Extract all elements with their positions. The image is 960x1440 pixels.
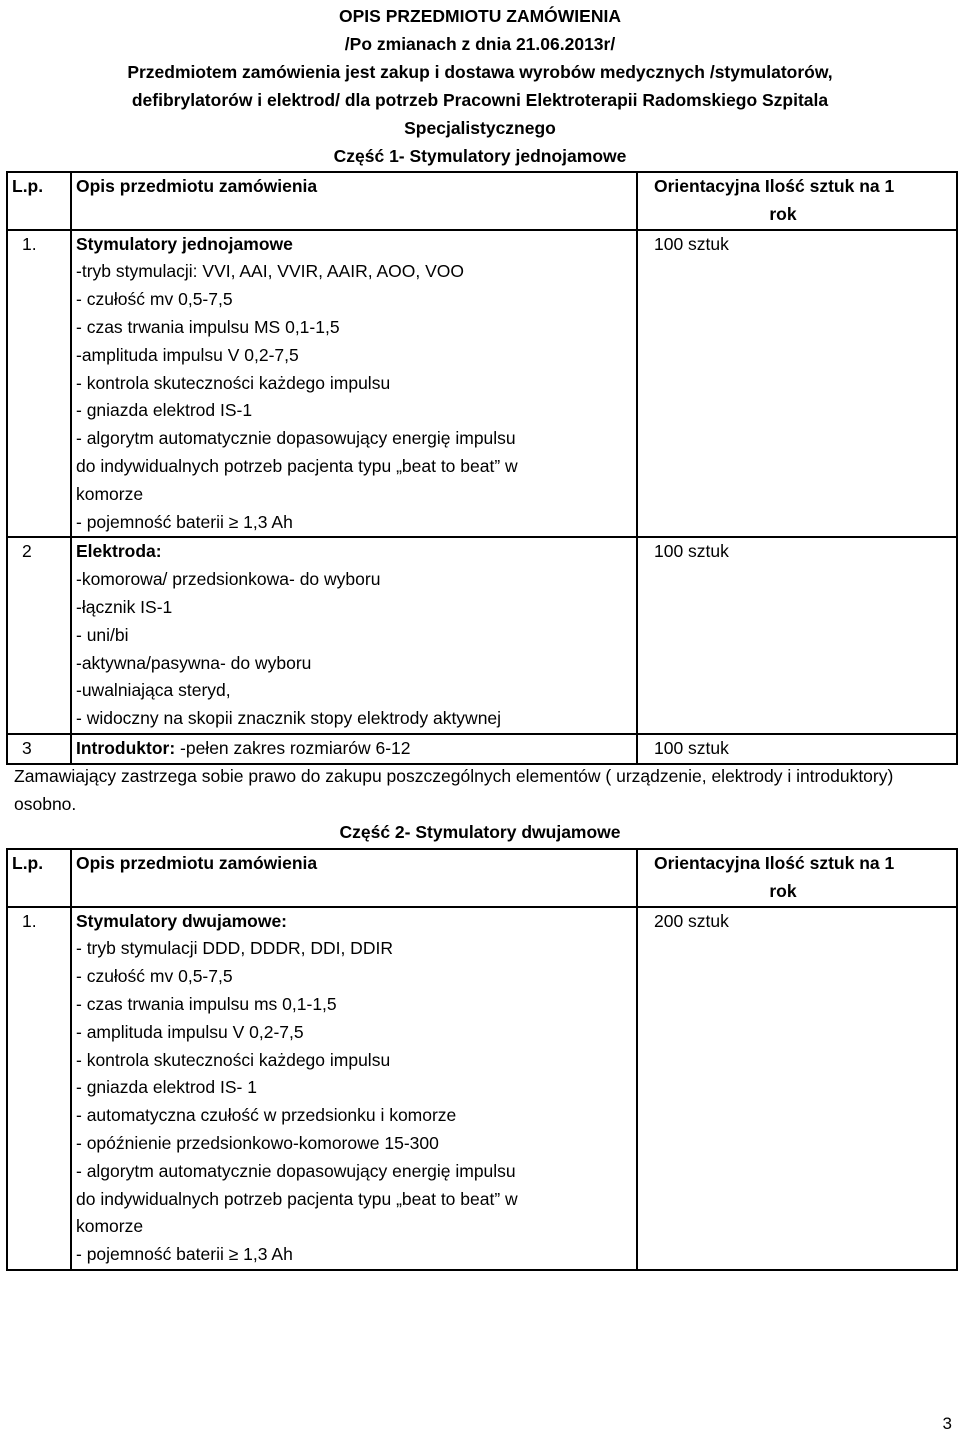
spec-line: -amplituda impulsu V 0,2-7,5 [76,344,299,365]
spec-line: - automatyczna czułość w przedsionku i komorze [76,1105,457,1126]
spec-line: - tryb stymulacji DDD, DDDR, DDI, DDIR [76,938,393,959]
page-number: 3 [942,1414,952,1433]
spec-line: -uwalniająca steryd, [76,680,231,701]
item-number: 2 [7,537,71,734]
spec-line: do indywidualnych potrzeb pacjenta typu „beat to beat” w [76,455,518,476]
header-subject-line-3: Specjalistycznego [404,118,556,138]
document-header [0,2,960,170]
header-quantity: Orientacyjna Ilość sztuk na 1 rok [637,849,957,907]
spec-line: - widoczny na skopii znacznik stopy elektrody aktywnej [76,708,502,729]
item-number: 1. [7,230,71,538]
part2-title: Część 2- Stymulatory dwujamowe [339,822,621,842]
header-quantity: Orientacyjna Ilość sztuk na 1 rok [637,172,957,230]
spec-line: - czułość mv 0,5-7,5 [76,289,233,310]
part1-table [6,171,958,765]
spec-line: - kontrola skuteczności każdego impulsu [76,1049,391,1070]
spec-line: -tryb stymulacji: VVI, AAI, VVIR, AAIR, AOO, VOO [76,261,465,282]
table-row [7,734,957,764]
spec-line: - gniazda elektrod IS- 1 [76,1077,257,1098]
table-row [7,907,957,1270]
spec-line: - pojemność baterii ≥ 1,3 Ah [76,511,293,532]
item-description: Introduktor: -pełen zakres rozmiarów 6-12 [71,734,637,764]
spec-line: - algorytm automatycznie dopasowujący energię impulsu [76,1160,516,1181]
header-lp: L.p. [7,172,71,230]
spec-line: komorze [76,483,144,504]
reservation-notice: Zamawiający zastrzega sobie prawo do zakupu poszczególnych elementów ( urządzenie, elektrody i introduktory) osobno. [14,766,894,814]
spec-line: - czas trwania impulsu ms 0,1-1,5 [76,993,337,1014]
header-lp: L.p. [7,849,71,907]
header-description: Opis przedmiotu zamówienia [71,849,637,907]
spec-line: -łącznik IS-1 [76,596,173,617]
spec-line: - amplituda impulsu V 0,2-7,5 [76,1021,304,1042]
header-title: OPIS PRZEDMIOTU ZAMÓWIENIA [339,6,621,26]
header-subject-line-2: defibrylatorów i elektrod/ dla potrzeb Pracowni Elektroterapii Radomskiego Szpitala [131,90,829,110]
spec-line: komorze [76,1216,144,1237]
part1-table-header-row [7,172,957,230]
item-quantity: 100 sztuk [637,537,957,734]
item-number: 1. [7,907,71,1270]
item-quantity: 100 sztuk [637,230,957,538]
header-description: Opis przedmiotu zamówienia [71,172,637,230]
part2-table [6,848,958,1271]
table-row [7,230,957,538]
spec-line: - kontrola skuteczności każdego impulsu [76,372,391,393]
spec-line: - czas trwania impulsu MS 0,1-1,5 [76,316,340,337]
spec-line: - pojemność baterii ≥ 1,3 Ah [76,1244,293,1265]
spec-line: - uni/bi [76,624,129,645]
spec-line: - algorytm automatycznie dopasowujący energię impulsu [76,428,516,449]
item-quantity: 200 sztuk [637,907,957,1270]
item-quantity: 100 sztuk [637,734,957,764]
item-number: 3 [7,734,71,764]
spec-line: - czułość mv 0,5-7,5 [76,966,233,987]
part2-table-header-row [7,849,957,907]
spec-line: - opóźnienie przedsionkowo-komorowe 15-300 [76,1132,439,1153]
item-description: Stymulatory dwujamowe: - tryb stymulacji DDD, DDDR, DDI, DDIR - czułość mv 0,5-7,5 - czas trwania impulsu ms 0,1-1,5 - amplituda impulsu V 0,2-7,5 - kontrola skuteczności każdego impulsu - gniazda elektrod IS- 1 - automatyczna czułość w przedsionku i komorze - opóźnienie przedsionkowo-komorowe 15-300 - algorytm automatycznie dopasowujący energię impulsu do indywidualnych potrzeb pacjenta typu „beat to beat” w komorze - pojemność baterii ≥ 1,3 Ah [71,907,637,1270]
item-description: Stymulatory jednojamowe -tryb stymulacji: VVI, AAI, VVIR, AAIR, AOO, VOO - czułość mv 0,5-7,5 - czas trwania impulsu MS 0,1-1,5 -amplituda impulsu V 0,2-7,5 - kontrola skuteczności każdego impulsu - gniazda elektrod IS-1 - algorytm automatycznie dopasowujący energię impulsu do indywidualnych potrzeb pacjenta typu „beat to beat” w komorze - pojemność baterii ≥ 1,3 Ah [71,230,637,538]
header-revision-date: /Po zmianach z dnia 21.06.2013r/ [344,34,616,54]
part1-title: Część 1- Stymulatory jednojamowe [333,146,627,166]
spec-line: -aktywna/pasywna- do wyboru [76,652,312,673]
spec-line: -komorowa/ przedsionkowa- do wyboru [76,569,381,590]
spec-line: do indywidualnych potrzeb pacjenta typu „beat to beat” w [76,1188,518,1209]
header-subject-line-1: Przedmiotem zamówienia jest zakup i dostawa wyrobów medycznych /stymulatorów, [127,62,833,82]
spec-line: - gniazda elektrod IS-1 [76,400,253,421]
table-row [7,537,957,734]
item-description: Elektroda: -komorowa/ przedsionkowa- do wyboru -łącznik IS-1 - uni/bi -aktywna/pasywna- do wyboru -uwalniająca steryd, - widoczny na skopii znacznik stopy elektrody aktywnej [71,537,637,734]
